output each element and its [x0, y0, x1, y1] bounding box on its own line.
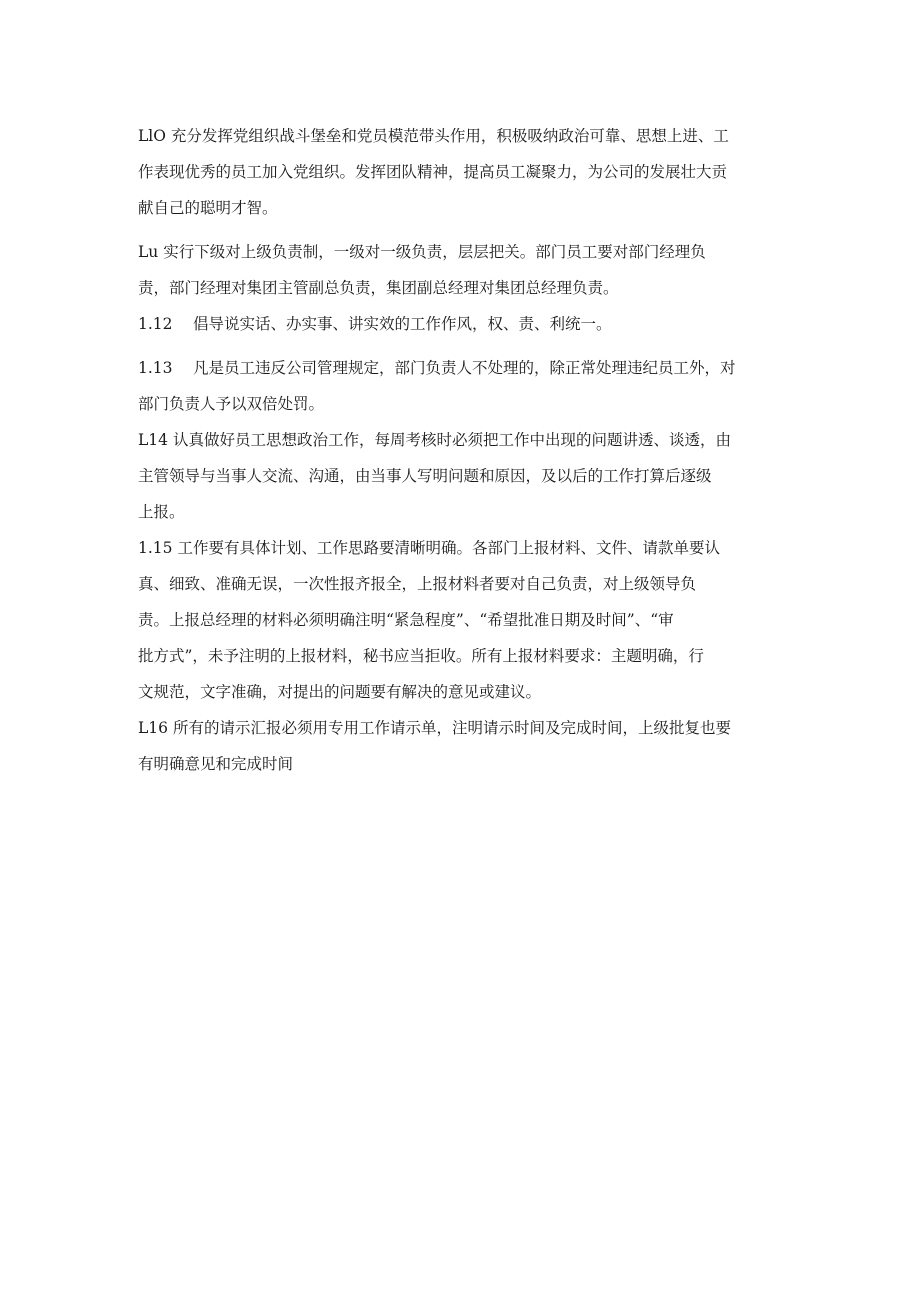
text-line: 作表现优秀的员工加入党组织。发挥团队精神，提高员工凝聚力，为公司的发展壮大贡 — [138, 163, 728, 181]
text-line: 1.12 倡导说实话、办实事、讲实效的工作作风，权、责、利统一。 — [138, 315, 612, 333]
paragraph-1-11 — [138, 234, 788, 306]
text-line: 文规范，文字准确，对提出的问题要有解决的意见或建议。 — [138, 683, 542, 701]
paragraph-1-16 — [138, 710, 788, 782]
text-line: Lu 实行下级对上级负责制，一级对一级负责，层层把关。部门员工要对部门经理负 — [138, 243, 706, 261]
text-line: 真、细致、准确无误，一次性报齐报全，上报材料者要对自己负责，对上级领导负 — [138, 575, 697, 593]
text-line: 有明确意见和完成时间 — [138, 755, 294, 773]
text-line: L16 所有的请示汇报必须用专用工作请示单，注明请示时间及完成时间，上级批复也要 — [138, 719, 731, 737]
paragraph-1-14 — [138, 422, 788, 530]
paragraph-1-12 — [138, 306, 788, 342]
text-line: 上报。 — [138, 503, 185, 521]
text-line: 1.15 工作要有具体计划、工作思路要清晰明确。各部门上报材料、文件、请款单要认 — [138, 539, 720, 557]
text-line: L14 认真做好员工思想政治工作，每周考核时必须把工作中出现的问题讲透、谈透，由 — [138, 431, 731, 449]
text-line: 主管领导与当事人交流、沟通，由当事人写明问题和原因，及以后的工作打算后逐级 — [138, 467, 712, 485]
text-line: 部门负责人予以双倍处罚。 — [138, 395, 325, 413]
text-line: 责。上报总经理的材料必须明确注明“紧急程度”、“希望批准日期及时间”、“审 — [138, 611, 674, 629]
text-line: LlO 充分发挥党组织战斗堡垒和党员模范带头作用，积极吸纳政治可靠、思想上进、工 — [138, 127, 729, 145]
text-line: 责，部门经理对集团主管副总负责，集团副总经理对集团总经理负责。 — [138, 279, 619, 297]
document-page — [138, 118, 788, 782]
text-line: 1.13 凡是员工违反公司管理规定，部门负责人不处理的，除正常处理违纪员工外，对 — [138, 359, 736, 377]
text-line: 献自己的聪明才智。 — [138, 199, 278, 217]
paragraph-1-10 — [138, 118, 788, 226]
text-line: 批方式”，未予注明的上报材料，秘书应当拒收。所有上报材料要求：主题明确，行 — [138, 647, 704, 665]
paragraph-1-13 — [138, 350, 788, 422]
paragraph-1-15 — [138, 530, 788, 710]
